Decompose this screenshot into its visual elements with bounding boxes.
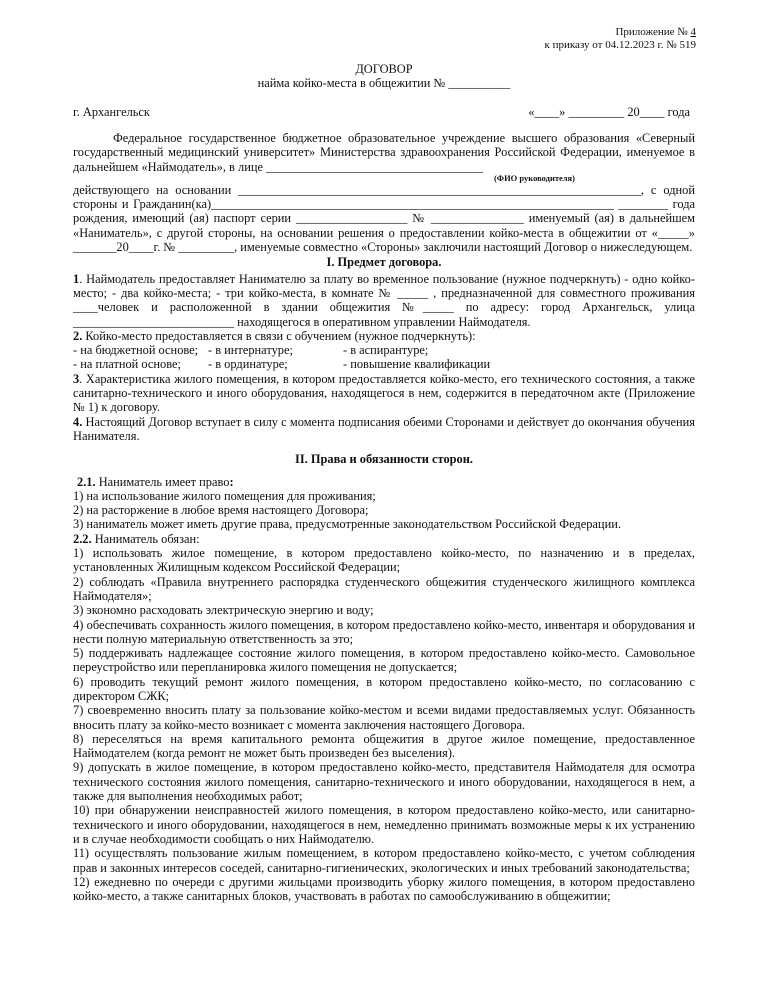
s21-number: 2.1. xyxy=(77,474,96,489)
duty-item: 7) своевременно вносить плату за пользование койко-местом и всеми видами предоставляемых услуг. Обязанность вносить плату за койко-место возникает с момента заключения настоящего Договора. xyxy=(73,703,695,732)
appendix-number: 4 xyxy=(690,26,696,38)
rights-item: 1) на использование жилого помещения для проживания; xyxy=(73,488,376,503)
document-title: ДОГОВОР xyxy=(355,62,413,76)
duty-item: 5) поддерживать надлежащее состояние жилого помещения, в котором предоставлено койко-место. Самовольное переустройство или перепланировка жилого помещения не допускается; xyxy=(73,646,695,675)
item4-text: Настоящий Договор вступает в силу с момента подписания обеими Сторонами и действует до окончания обучения Нанимателя. xyxy=(73,414,695,443)
document-subtitle: найма койко-места в общежитии № __________ xyxy=(257,76,511,90)
options-row-1 xyxy=(73,343,695,357)
section2-title: II. Права и обязанности сторон. xyxy=(295,452,473,467)
duty-item: 12) ежедневно по очереди с другими жильцами производить уборку жилого помещения, в котором предоставлено койко-место, а также санитарных блоков, участвовать в работах по самообслуживанию в общежитии; xyxy=(73,874,695,904)
item1-number: 1 xyxy=(73,271,80,286)
item1-text: . Наймодатель предоставляет Нанимателю за плату во временное пользование (нужное подчеркнуть) - одно койко-место; - два койко-места; - три койко-места, в комнате № _____ , предназначенной для совместного проживания ____человек и расположенной в здании общежития №_____ по адресу: город Архангельск, улица __________________________ находящегося в оперативном управлении Наймодателя. xyxy=(73,271,695,329)
option: - в аспирантуре; xyxy=(343,343,429,358)
item2-text: Койко-место предоставляется в связи с обучением (нужное подчеркнуть): xyxy=(82,328,476,343)
section1-item3 xyxy=(73,372,695,415)
s21-text: Наниматель имеет право xyxy=(95,474,230,489)
section1-item4 xyxy=(73,415,695,444)
s22-number: 2.2. xyxy=(73,531,92,546)
section1-item1 xyxy=(73,272,695,329)
duty-item: 2) соблюдать «Правила внутреннего распорядка студенческого общежития студенческого жилищного комплекса Наймодателя»; xyxy=(73,574,695,603)
duty-item: 8) переселяться на время капитального ремонта общежития в другое жилое помещение, предоставленное Наймодателем (когда ремонт не может быть произведен без выселения). xyxy=(73,731,695,761)
item3-text: . Характеристика жилого помещения, в котором предоставляется койко-место, его технического состояния, а также санитарно-технического и иного оборудования, находящегося в нем, содержится в передаточном акте (Приложение № 1) к договору. xyxy=(73,371,695,415)
duty-item: 6) проводить текущий ремонт жилого помещения, в котором предоставлено койко-место, по согласованию с директором СЖК; xyxy=(73,674,695,703)
appendix-note xyxy=(545,26,696,52)
duty-item: 3) экономно расходовать электрическую энергию и воду; xyxy=(73,603,374,618)
appendix-line1: Приложение № xyxy=(615,26,691,38)
option: - в интернатуре; xyxy=(208,343,293,358)
duty-item: 1) использовать жилое помещение, в котором предоставлено койко-место, по назначению и в пределах, установленных Жилищным кодексом Российской Федерации; xyxy=(73,546,695,575)
duty-item: 9) допускать в жилое помещение, в котором предоставлено койко-место, представителя Наймодателя для осмотра технического состояния жилого помещения, санитарно-технического и иного оборудовании, находящегося в нем, а также для выполнения необходимых работ; xyxy=(73,760,695,804)
item4-number: 4. xyxy=(73,414,83,429)
option: - на бюджетной основе; xyxy=(73,343,199,358)
duty-item: 4) обеспечивать сохранность жилого помещения, в котором предоставлено койко-место, инвентаря и оборудования и нести полную материальную ответственность за это; xyxy=(73,617,695,646)
option: - в ординатуре; xyxy=(208,357,288,372)
preamble-p1: Федеральное государственное бюджетное образовательное учреждение высшего образования «Северный государственный медицинский университет» Министерства здравоохранения Российской Федерации, именуемое в дальнейшем «Наймодатель», в лице ___________________________________ xyxy=(73,131,695,174)
rights-item: 2) на расторжение в любое время настоящего Договора; xyxy=(73,503,369,518)
rights-item: 3) наниматель может иметь другие права, предусмотренные законодательством Российской Федерации. xyxy=(73,517,621,532)
item3-number: 3 xyxy=(73,371,80,386)
option: - на платной основе; xyxy=(73,357,181,372)
option: - повышение квалификации xyxy=(343,357,491,372)
duty-item: 10) при обнаружении неисправностей жилого помещения, в котором предоставлено койко-место, или санитарно-технического и иного оборудовании, находящегося в нем, немедленно принимать возможные меры к их устранению и в случае необходимости сообщать о них Наймодателю. xyxy=(73,803,695,846)
item2-number: 2. xyxy=(73,328,83,343)
fio-caption: (ФИО руководителя) xyxy=(493,172,575,183)
duty-item: 11) осуществлять пользование жилым помещением, в котором предоставлено койко-место, с учетом соблюдения прав и законных интересов соседей, санитарно-гигиенических, экологических и иных требований законодательства; xyxy=(73,846,695,875)
section2-2-heading xyxy=(73,532,695,546)
contract-date: «____» _________ 20____ года xyxy=(528,105,690,119)
section1-item2 xyxy=(73,329,695,343)
appendix-line2: к приказу от 04.12.2023 г. № 519 xyxy=(544,39,696,51)
section1-title: I. Предмет договора. xyxy=(326,255,442,270)
preamble-p2: действующего на основании _________________________________________________________________, с одной стороны и Гражданин(ка)_________________________________________________________________ ________ года рождения, имеющий (ая) паспорт серии __________________ № _______________ именуемый (ая) в дальнейшем «Наниматель», с другой стороны, на основании решения о предоставлении койко-места в общежитии от «_____» _______20____г. № _________, именуемые совместно «Стороны» заключили настоящий Договор о нижеследующем. xyxy=(73,182,695,255)
options-row-2 xyxy=(73,357,695,371)
s22-text: Наниматель обязан: xyxy=(91,531,200,546)
city: г. Архангельск xyxy=(73,105,150,119)
s21-colon: : xyxy=(229,474,234,489)
document-body xyxy=(73,131,695,903)
section2-1-heading xyxy=(73,475,695,489)
